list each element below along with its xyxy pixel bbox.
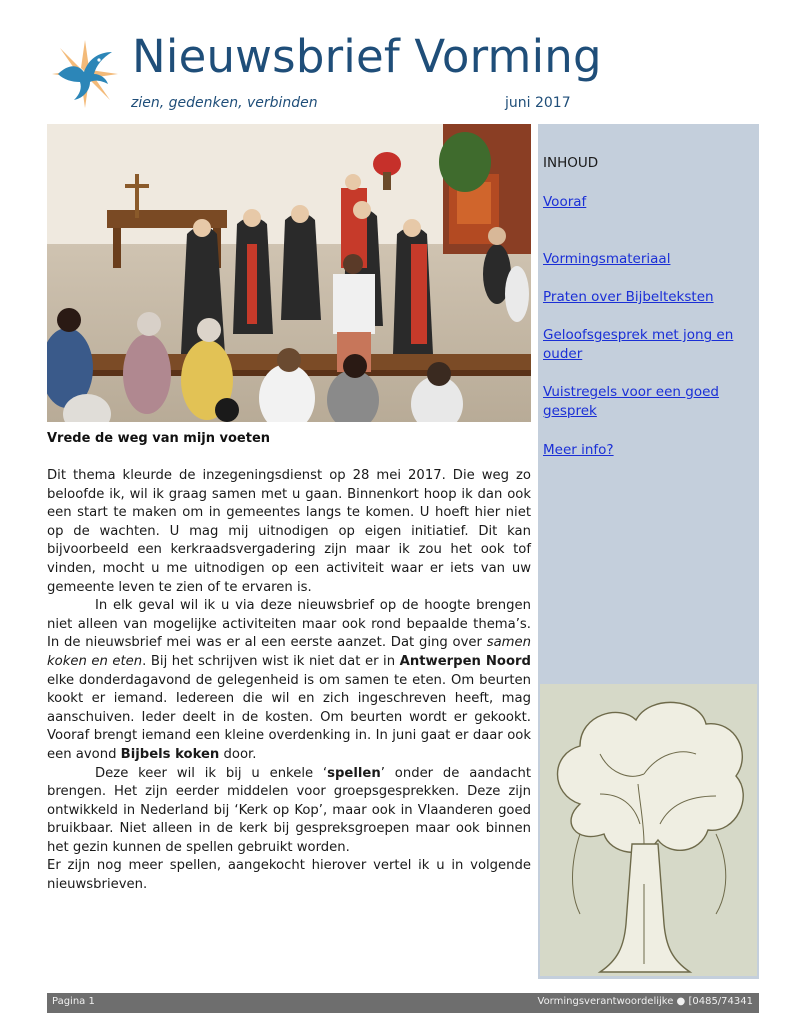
toc-link-vormingsmateriaal[interactable]: Vormingsmateriaal <box>543 251 671 267</box>
toc-link-vuistregels[interactable]: Vuistregels voor een goed gesprek <box>543 384 719 419</box>
toc-link-geloofsgesprek[interactable]: Geloofsgesprek met jong en ouder <box>543 327 734 362</box>
paragraph-2: In elk geval wil ik u via deze nieuwsbrief op de hoogte brengen niet alleen van mogelijke activiteiten maar ook rond bepaalde thema’s. In de nieuwsbrief mei was er al een eerste aanzet. Dat ging over samen koken en eten. Bij het schrijven wist ik niet dat er in Antwerpen Noord elke donderdagavond de gelegenheid is om samen te eten. Om beurten kookt er iemand. Iedereen die wil en zich ingeschreven heeft, mag aanschuiven. Ieder deelt in de kosten. Om beurten wordt er gekookt. Vooraf brengt iemand een kleine overdenking in. In juni gaat er daar ook een avond Bijbels koken door. <box>47 598 531 762</box>
toc-link-vooraf[interactable]: Vooraf <box>543 194 587 210</box>
tree-illustration <box>540 684 757 976</box>
issue-date: juni 2017 <box>505 95 571 111</box>
newsletter-title: Nieuwsbrief Vorming <box>132 30 602 83</box>
dove-logo-icon <box>50 38 120 110</box>
article-body <box>47 467 531 895</box>
footer-contact: Vormingsverantwoordelijke ● [0485/74341 <box>537 996 753 1007</box>
paragraph-1: Dit thema kleurde de inzegeningsdienst op 28 mei 2017. Die weg zo beloofde ik, wil ik graag samen met u gaan. Binnenkort hoop ik dan ook een start te maken om in gemeentes langs te komen. U hoeft hier niet op de wachten. U mag mij uitnodigen op eigen initiatief. Dit kan bijvoorbeeld een kerkraadsvergadering zijn maar ik zou het ook tof vinden, mocht u me uitnodigen op een activiteit waar er iets van uw gemeente leven te zien of te ervaren is. <box>47 468 531 595</box>
sidebar-contents <box>538 124 759 979</box>
paragraph-4: Er zijn nog meer spellen, aangekocht hierover vertel ik u in volgende nieuwsbrieven. <box>47 858 531 893</box>
article-caption: Vrede de weg van mijn voeten <box>47 431 271 446</box>
church-ceremony-photo <box>47 124 531 422</box>
paragraph-3: Deze keer wil ik bij u enkele ‘spellen’ onder de aandacht brengen. Het zijn eerder middelen voor groepsgesprekken. Deze zijn ontwikkeld in Nederland bij ‘Kerk op Kop’, maar ook in Vlaanderen goed bruikbaar. Niet alleen in de kerk bij gespreksgroepen maar ook binnen het gezin kunnen de spellen gebruikt worden. <box>47 765 532 855</box>
tagline: zien, gedenken, verbinden <box>131 95 318 111</box>
toc-heading: INHOUD <box>543 155 599 171</box>
page-number: Pagina 1 <box>52 996 95 1007</box>
toc-link-praten-over-bijbelteksten[interactable]: Praten over Bijbelteksten <box>543 289 714 305</box>
footer-bar <box>47 993 759 1013</box>
toc-link-meer-info[interactable]: Meer info? <box>543 442 614 458</box>
